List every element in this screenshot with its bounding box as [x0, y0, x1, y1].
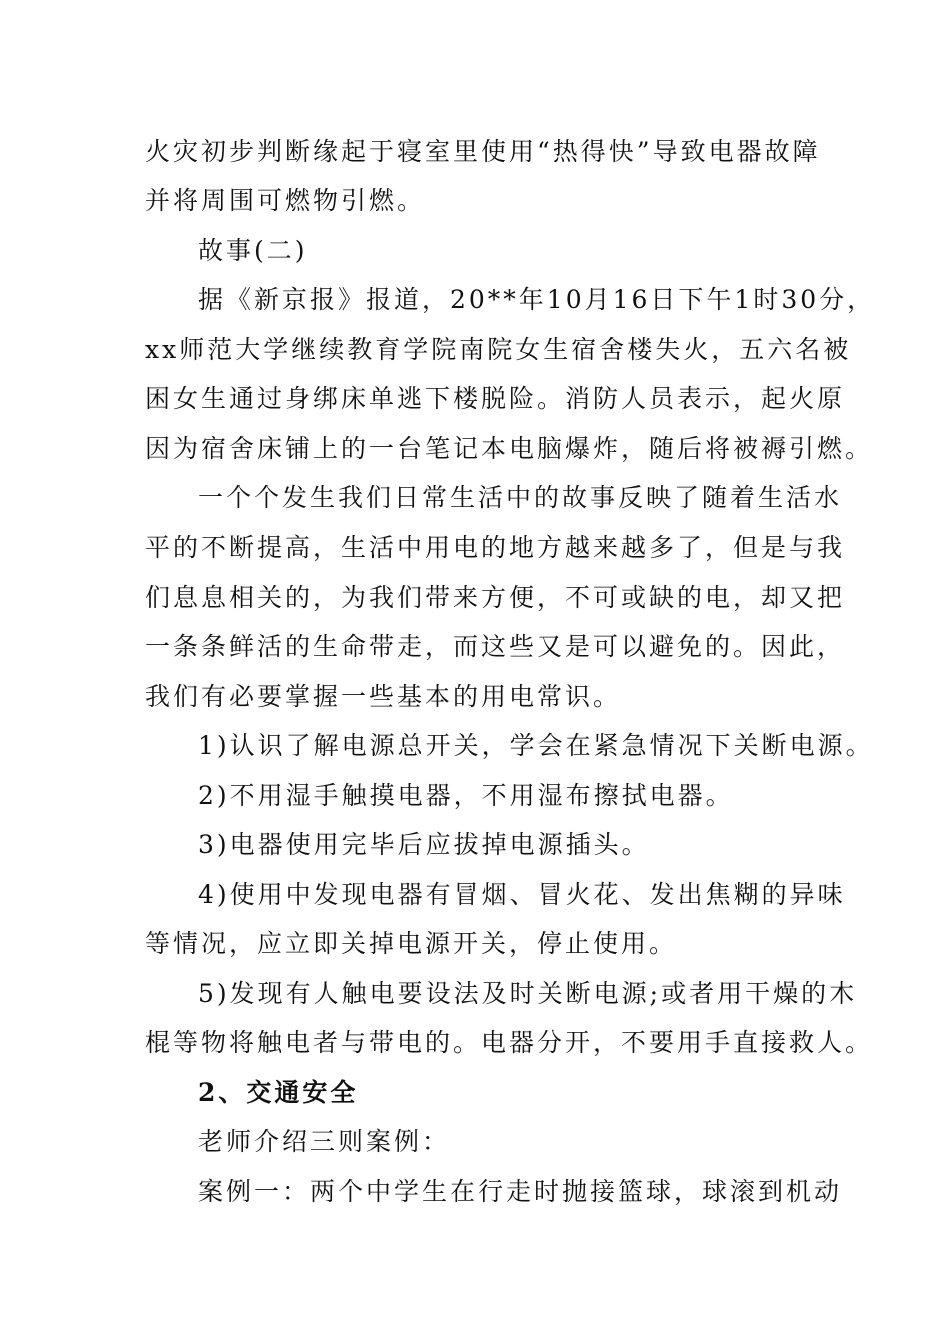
paragraph-line: 们息息相关的，为我们带来方便，不可或缺的电，却又把: [145, 583, 846, 612]
paragraph-line: 一个个发生我们日常生活中的故事反映了随着生活水: [198, 483, 843, 512]
story-heading: 故事(二): [198, 236, 308, 265]
list-item: 1)认识了解电源总开关，学会在紧急情况下关断电源。: [198, 731, 874, 760]
paragraph-line: 并将周围可燃物引燃。: [145, 186, 426, 215]
paragraph-line: xx师范大学继续教育学院南院女生宿舍楼失火，五六名被: [145, 335, 852, 364]
paragraph-line: 因为宿舍床铺上的一台笔记本电脑爆炸，随后将被褥引燃。: [145, 434, 874, 463]
paragraph-line: 火灾初步判断缘起于寝室里使用“热得快”导致电器故障: [145, 137, 821, 166]
paragraph-line: 案例一：两个中学生在行走时抛接篮球，球滚到机动: [198, 1177, 843, 1206]
section-heading: 2、交通安全: [198, 1078, 359, 1107]
list-item: 5)发现有人触电要设法及时关断电源;或者用干燥的木: [198, 979, 858, 1008]
paragraph-line: 一条条鲜活的生命带走，而这些又是可以避免的。因此，: [145, 632, 846, 661]
paragraph-line: 平的不断提高，生活中用电的地方越来越多了，但是与我: [145, 533, 846, 562]
list-item-continuation: 棍等物将触电者与带电的。电器分开，不要用手直接救人。: [145, 1028, 874, 1057]
paragraph-line: 老师介绍三则案例：: [198, 1127, 451, 1156]
list-item: 4)使用中发现电器有冒烟、冒火花、发出焦糊的异味: [198, 880, 846, 909]
list-item: 2)不用湿手触摸电器，不用湿布擦拭电器。: [198, 781, 734, 810]
paragraph-line: 我们有必要掌握一些基本的用电常识。: [145, 682, 622, 711]
paragraph-line: 据《新京报》报道，20**年10月16日下午1时30分，: [198, 285, 876, 314]
list-item: 3)电器使用完毕后应拔掉电源插头。: [198, 830, 650, 859]
list-item-continuation: 等情况，应立即关掉电源开关，停止使用。: [145, 929, 678, 958]
paragraph-line: 困女生通过身绑床单逃下楼脱险。消防人员表示，起火原: [145, 384, 846, 413]
